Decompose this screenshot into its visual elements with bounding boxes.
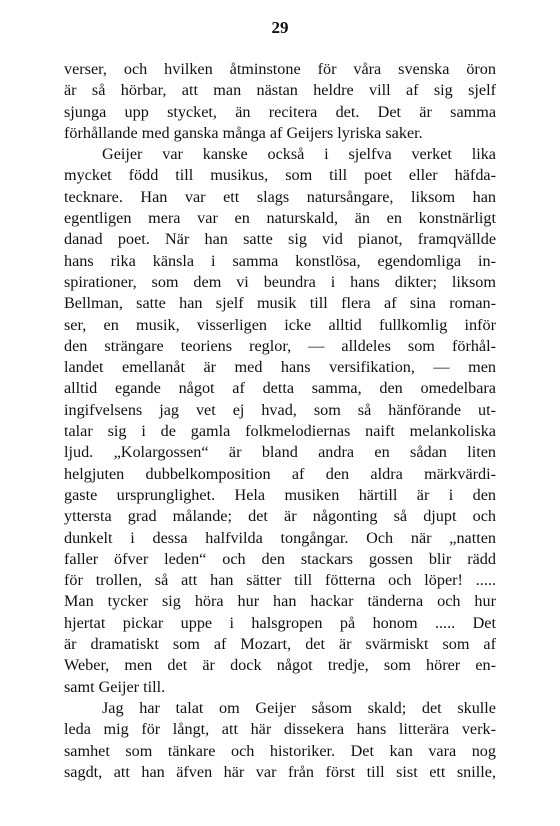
text-line: tecknare. Han var ett slags natursångare, liksom han	[64, 187, 496, 206]
text-line: Bellman, satte han sjelf musik till flera af sina roman-	[64, 294, 496, 313]
text-line: sagdt, att han äfven här var från först till sist ett snille,	[64, 762, 496, 781]
text-line: är så hörbar, att man nästan heldre vill af sig sjelf	[64, 81, 496, 100]
body-text	[64, 59, 496, 783]
text-line: Geijer var kanske också i sjelfva verket lika	[102, 145, 496, 164]
text-line: dunkelt i dessa halfvilda tongångar. Och när „natten	[64, 528, 496, 547]
text-line: samt Geijer till.	[64, 677, 166, 696]
text-line: ljud. „Kolargossen“ är bland andra en sådan liten	[64, 443, 496, 462]
text-line: är dramatiskt som af Mozart, det är svärmiskt som af	[64, 635, 496, 654]
text-line: samhet som tänkare och historiker. Det kan vara nog	[64, 741, 496, 760]
text-line: hjertat pickar uppe i halsgropen på honom ..... Det	[64, 613, 496, 632]
text-line: den strängare teoriens reglor, — alldeles som förhål-	[64, 336, 496, 355]
text-line: gaste ursprunglighet. Hela musiken härtill är i den	[64, 485, 496, 504]
text-line: spirationer, som dem vi beundra i hans dikter; liksom	[64, 272, 496, 291]
text-line: egentligen mera var en naturskald, än en konstnärligt	[64, 209, 496, 228]
text-line: mycket född till musikus, som till poet eller häfda-	[64, 166, 496, 185]
text-line: förhållande med ganska många af Geijers lyriska saker.	[64, 123, 423, 142]
text-line: danad poet. När han satte sig vid pianot, framqvällde	[64, 230, 496, 249]
text-line: ser, en musik, visserligen icke alltid fullkomlig inför	[64, 315, 496, 334]
text-line: sjunga upp stycket, än recitera det. Det är samma	[64, 102, 496, 121]
text-line: alltid egande något af detta samma, den omedelbara	[64, 379, 496, 398]
text-line: Man tycker sig höra hur han hackar tänderna och hur	[64, 592, 496, 611]
text-line: talar sig i de gamla folkmelodiernas naift melankoliska	[64, 422, 496, 441]
text-line: för trollen, så att han sätter till fötterna och löper! .....	[64, 571, 496, 590]
text-line: verser, och hvilken åtminstone för våra svenska öron	[64, 60, 496, 78]
text-line: helgjuten dubbelkomposition af den aldra märkvärdi-	[64, 464, 496, 483]
page-number: 29	[271, 18, 289, 37]
text-line: hans rika känsla i samma konstlösa, egendomliga in-	[64, 251, 496, 270]
text-line: yttersta grad målande; det är någonting så djupt och	[64, 507, 496, 526]
text-line: faller öfver leden“ och den stackars gossen blir rädd	[64, 549, 496, 568]
text-line: Weber, men det är dock något tredje, som hörer en-	[64, 656, 496, 675]
text-line: ingifvelsens jag vet ej hvad, som så hänförande ut-	[64, 400, 496, 419]
text-line: leda mig för långt, att här dissekera hans litterära verk-	[64, 720, 496, 739]
text-line: landet emellanåt är med hans versifikation, — men	[64, 358, 496, 377]
text-line: Jag har talat om Geijer såsom skald; det skulle	[102, 698, 496, 717]
